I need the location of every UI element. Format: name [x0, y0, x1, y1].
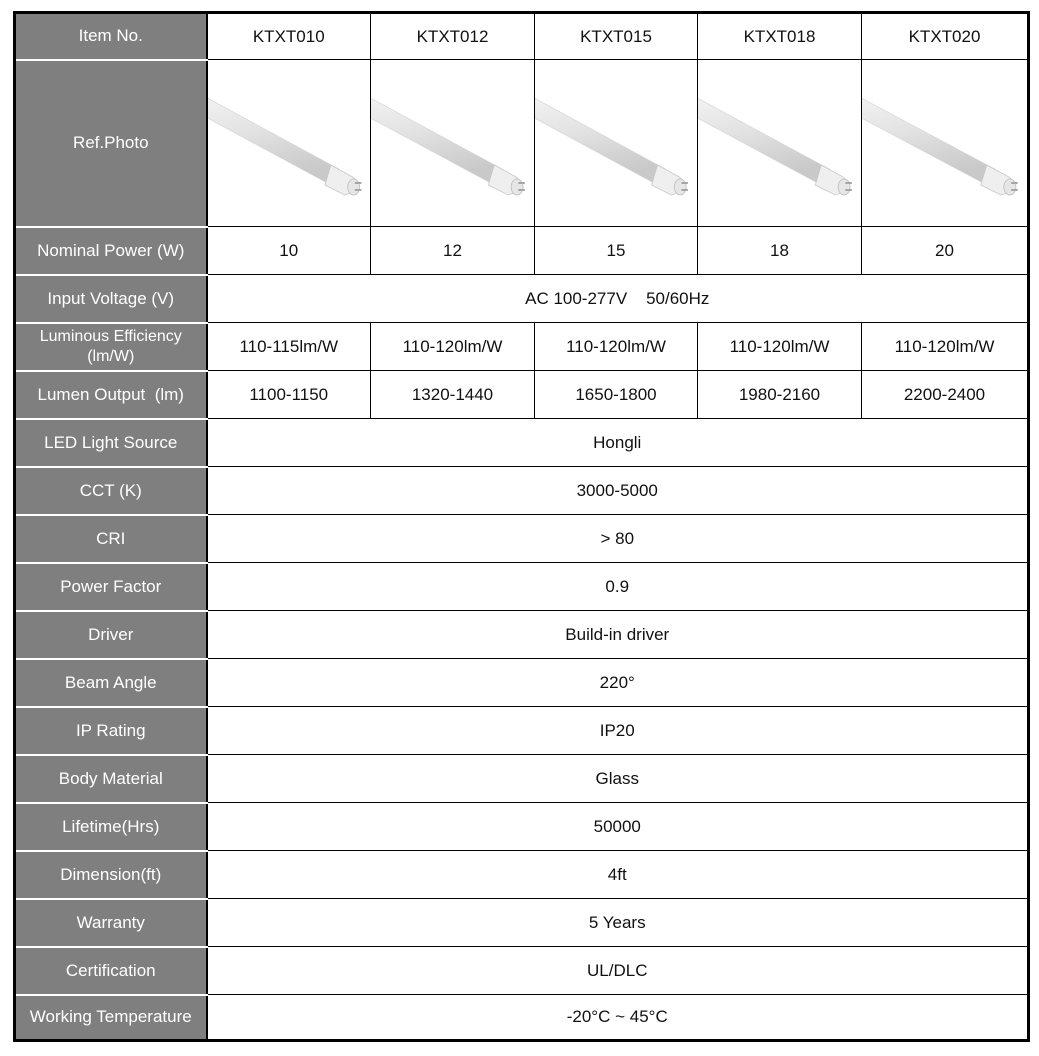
- luminous-efficiency-cell: 110-120lm/W: [698, 323, 862, 371]
- spec-value: UL/DLC: [207, 947, 1029, 995]
- spec-value: Hongli: [207, 419, 1029, 467]
- label-input-voltage: Input Voltage (V): [15, 275, 207, 323]
- nominal-power-cell: 18: [698, 227, 862, 275]
- row-spec: [15, 467, 1029, 515]
- item-no-cell: KTXT012: [371, 13, 535, 60]
- photo-cell: [535, 60, 698, 227]
- label-ref-photo: Ref.Photo: [15, 60, 207, 227]
- row-spec: [15, 995, 1029, 1041]
- led-tube-icon: [208, 61, 371, 225]
- row-spec: [15, 515, 1029, 563]
- row-spec: [15, 851, 1029, 899]
- row-spec: [15, 659, 1029, 707]
- row-ref-photo: [15, 60, 1029, 227]
- spec-value: 5 Years: [207, 899, 1029, 947]
- photo-cell: [371, 60, 535, 227]
- row-spec: [15, 947, 1029, 995]
- lumen-output-cell: 1980-2160: [698, 371, 862, 419]
- spec-label: Working Temperature: [15, 995, 207, 1041]
- spec-table: [13, 11, 1030, 1042]
- row-spec: [15, 419, 1029, 467]
- spec-value: 0.9: [207, 563, 1029, 611]
- spec-value: 220°: [207, 659, 1029, 707]
- photo-cell: [862, 60, 1029, 227]
- spec-label: IP Rating: [15, 707, 207, 755]
- label-item-no: Item No.: [15, 13, 207, 60]
- nominal-power-cell: 12: [371, 227, 535, 275]
- photo-cell: [207, 60, 371, 227]
- photo-cell: [698, 60, 862, 227]
- item-no-cell: KTXT010: [207, 13, 371, 60]
- input-voltage-value: AC 100-277V 50/60Hz: [207, 275, 1029, 323]
- spec-value: -20°C ~ 45°C: [207, 995, 1029, 1041]
- spec-value: Build-in driver: [207, 611, 1029, 659]
- spec-label: Beam Angle: [15, 659, 207, 707]
- spec-value: 50000: [207, 803, 1029, 851]
- item-no-cell: KTXT015: [535, 13, 698, 60]
- row-spec: [15, 803, 1029, 851]
- row-input-voltage: [15, 275, 1029, 323]
- label-luminous-efficiency: Luminous Efficiency (lm/W): [15, 323, 207, 371]
- nominal-power-cell: 20: [862, 227, 1029, 275]
- row-luminous-efficiency: [15, 323, 1029, 371]
- spec-value: > 80: [207, 515, 1029, 563]
- spec-label: Lifetime(Hrs): [15, 803, 207, 851]
- led-tube-icon: [535, 61, 697, 225]
- led-tube-icon: [698, 61, 861, 225]
- lumen-output-cell: 1320-1440: [371, 371, 535, 419]
- spec-label: Power Factor: [15, 563, 207, 611]
- spec-value: 4ft: [207, 851, 1029, 899]
- label-nominal-power: Nominal Power (W): [15, 227, 207, 275]
- lumen-output-cell: 1650-1800: [535, 371, 698, 419]
- spec-label: CCT (K): [15, 467, 207, 515]
- row-spec: [15, 755, 1029, 803]
- spec-label: Body Material: [15, 755, 207, 803]
- spec-label: Warranty: [15, 899, 207, 947]
- row-lumen-output: [15, 371, 1029, 419]
- nominal-power-cell: 15: [535, 227, 698, 275]
- luminous-efficiency-cell: 110-115lm/W: [207, 323, 371, 371]
- spec-value: Glass: [207, 755, 1029, 803]
- row-nominal-power: [15, 227, 1029, 275]
- luminous-efficiency-cell: 110-120lm/W: [371, 323, 535, 371]
- spec-label: Dimension(ft): [15, 851, 207, 899]
- spec-label: Driver: [15, 611, 207, 659]
- luminous-efficiency-cell: 110-120lm/W: [862, 323, 1029, 371]
- row-item-no: [15, 13, 1029, 60]
- label-lumen-output: Lumen Output (lm): [15, 371, 207, 419]
- spec-label: LED Light Source: [15, 419, 207, 467]
- row-spec: [15, 611, 1029, 659]
- spec-label: CRI: [15, 515, 207, 563]
- item-no-cell: KTXT020: [862, 13, 1029, 60]
- spec-label: Certification: [15, 947, 207, 995]
- lumen-output-cell: 1100-1150: [207, 371, 371, 419]
- led-tube-icon: [862, 61, 1027, 225]
- row-spec: [15, 707, 1029, 755]
- nominal-power-cell: 10: [207, 227, 371, 275]
- led-tube-icon: [371, 61, 534, 225]
- spec-value: 3000-5000: [207, 467, 1029, 515]
- spec-value: IP20: [207, 707, 1029, 755]
- row-spec: [15, 899, 1029, 947]
- row-spec: [15, 563, 1029, 611]
- item-no-cell: KTXT018: [698, 13, 862, 60]
- luminous-efficiency-cell: 110-120lm/W: [535, 323, 698, 371]
- lumen-output-cell: 2200-2400: [862, 371, 1029, 419]
